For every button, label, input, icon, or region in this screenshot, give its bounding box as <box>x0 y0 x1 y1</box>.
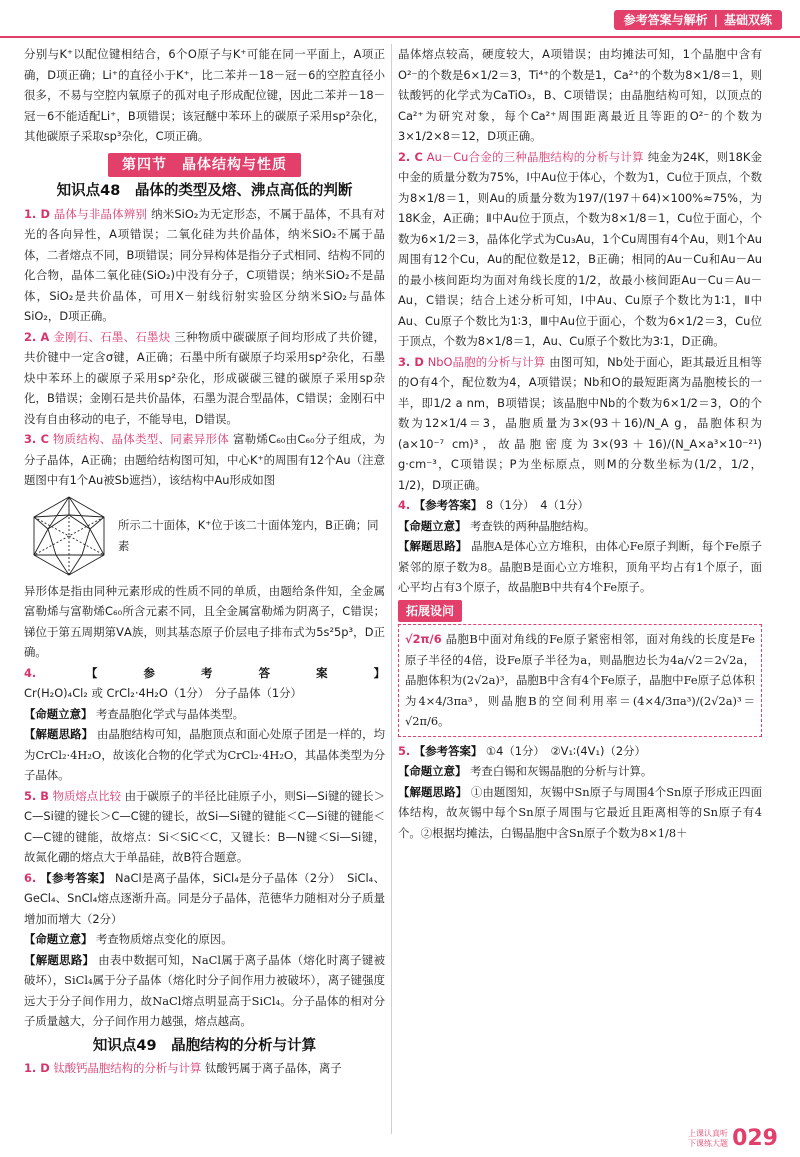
q6-intent-label: 【命题立意】 <box>24 932 93 946</box>
r4-answer: 8（1分） 4（1分） <box>485 498 589 512</box>
q6-answer-line <box>24 868 385 930</box>
q6-answer: NaCl是离子晶体，SiCl₄是分子晶体（2分） SiCl₄、GeCl₄、SnCl₄熔点逐渐升高。同是分子晶体，范德华力随相对分子质量增加而增大（2分） <box>24 870 385 926</box>
r5-number: 5. <box>398 743 411 758</box>
r2-block <box>398 147 762 352</box>
q6-intent: 考查物质熔点变化的原因。 <box>95 932 233 946</box>
extension-content <box>405 629 755 732</box>
header-rule <box>0 36 800 38</box>
header-separator: | <box>713 12 718 27</box>
q4-thought: 由晶胞结构可知，晶胞顶点和面心处原子团是一样的，均为CrCl₂·4H₂O，故该化合物的化学式为CrCl₂·4H₂O，其晶体类型为分子晶体。 <box>24 727 385 782</box>
r3-text: 由图可知，Nb处于面心，距其最近且相等的O有4个，配位数为4，A项错误；Nb和O的最短距离为晶胞棱长的一半，即1/2 a nm，B项错误；该晶胞中Nb的个数为6×1/2＝3，O的个数为12×1/4＝3，晶胞质量为3×(93＋16)/N_A g，晶胞体积为(a×10⁻⁷ cm)³，故晶胞密度为3×(93＋16)/(N_A×a³×10⁻²¹) g·cm⁻³，C项错误；P为坐标原点，则M的分数坐标为(1/2，1/2，1/2)，D项正确。 <box>398 354 762 492</box>
r5-answer-line <box>398 741 762 762</box>
q4-intent: 考查晶胞化学式与晶体类型。 <box>95 706 245 721</box>
r2-answer: 2. C <box>398 149 423 164</box>
footer-slogan-line1: 上课认真听 <box>688 1128 729 1138</box>
q1-answer: 1. D <box>24 206 50 221</box>
q2-text: 三种物质中碳碳原子间均形成了共价键，共价键中一定含σ键，A正确；石墨中所有碳原子均采用sp²杂化，石墨炔中苯环上的碳原子采用sp²杂化，形成碳碳三键的碳原子采用sp杂化，B错误；金刚石是共价晶体，石墨为混合型晶体，C错误；金刚石中没有自由移动的电子，不能导电，D错误。 <box>24 329 385 426</box>
r5-thought-line <box>398 782 762 844</box>
r2-text: 纯金为24K，则18K金中金的质量分数为75%，Ⅰ中Au位于体心，个数为1，Cu位于顶点，个数为8×1/8＝1，则Au的质量分数为197/(197＋64)×100%≈75%，为18K金，A正确；Ⅱ中Au位于顶点，个数为8×1/8＝1，Cu位于面心，个数为6×1/2＝3，晶体化学式为Cu₃Au，1个Cu周围有4个Au，则1个Au周围有12个Cu，Au的配位数是12，B正确；相同的Au－Cu和Au－Au的最小核间距均为面对角线长度的1/2，故最小核间距Au－Cu＝Au－Au，C错误；结合上述分析可知，Ⅰ中Au、Cu原子个数比为1∶1，Ⅱ中Au、Cu原子个数比为1∶3，Ⅲ中Au位于面心，个数为6×1/2＝3，Cu位于顶点，个数为8×1/8＝1，Au、Cu原子个数比为3∶1，D正确。 <box>398 149 762 348</box>
r1-text: 钛酸钙属于离子晶体，离子 <box>205 1061 342 1075</box>
r4-intent: 考查铁的两种晶胞结构。 <box>469 518 596 533</box>
r4-intent-line <box>398 516 762 537</box>
column-divider <box>391 44 392 1134</box>
r5-intent-line <box>398 761 762 782</box>
r5-answer: ①4（1分） ②V₁∶(4V₁)（2分） <box>485 743 646 758</box>
q1-block <box>24 204 385 327</box>
intro-paragraph: 分别与K⁺以配位键相结合，6个O原子与K⁺可能在同一平面上，A项正确，D项正确；Li⁺的直径小于K⁺，比二苯并－18－冠－6的空腔直径小很多，不易与空腔内氧原子的孤对电子形成配位键，因此二苯并－18－冠－6不能适配Li⁺，B项错误；该冠醚中苯环上的碳原子采用sp²杂化，其他碳原子采取sp³杂化，C项正确。 <box>24 47 385 143</box>
q6-thought: 由表中数据可知，NaCl属于离子晶体（熔化时离子键被破坏），SiCl₄属于分子晶体（熔化时分子间作用力被破坏），离子键强度远大于分子间作用力，故NaCl熔点明显高于SiCl₄。分子晶体的相对分子质量越大，分子间作用力越强，熔点越高。 <box>24 952 385 1028</box>
q4-intent-label: 【命题立意】 <box>24 706 93 721</box>
q4-answer-label: 【参考答案】 <box>86 665 385 680</box>
q6-thought-line <box>24 950 385 1032</box>
icosahedron-figure-row <box>24 493 385 579</box>
extension-body <box>398 624 762 737</box>
q3-block <box>24 429 385 491</box>
r4-thought: 晶胞A是体心立方堆积，由体心Fe原子判断，每个Fe原子紧邻的原子数为8。晶胞B是面心立方堆积，顶角平均占有1个原子，面心平均占有3个原子，故晶胞B中共有4个Fe原子。 <box>398 539 762 594</box>
r1-block <box>24 1058 385 1079</box>
r5-thought: ①由题图知，灰锡中Sn原子与周围4个Sn原子形成正四面体结构，故灰锡中每个Sn原子周围与它最近且距离相等的Sn原子有4个。②根据均摊法，白锡晶胞中含Sn原子个数为8×1/8＋ <box>398 784 762 840</box>
header-left-label: 参考答案与解析 <box>623 12 708 27</box>
q3-text-b: 异形体是指由同种元素形成的性质不同的单质，由题给条件知，全金属富勒烯与富勒烯C₆₀所含元素不同，且全金属富勒烯为阴离子，C错误；锑位于第五周期第ⅤA族，则其基态原子价层电子排布式为5s²5p³，D正确。 <box>24 583 385 659</box>
q4-number: 4. <box>24 665 37 680</box>
q1-text: 纳米SiO₂为无定形态，不属于晶体，不具有对光的各向异性，A项错误；二氧化硅为共价晶体，纳米SiO₂不属于晶体，二者熔点不同，B项错误；同分异构体是指分子式相同、结构不同的化合物，晶体二氧化硅(SiO₂)中没有分子，C项错误；纳米SiO₂不是晶体，SiO₂是共价晶体，可用X－射线衍射实验区分纳米SiO₂与晶体SiO₂，D项正确。 <box>24 206 385 323</box>
r5-answer-label: 【参考答案】 <box>413 743 483 758</box>
q2-block <box>24 327 385 430</box>
q3-answer: 3. C <box>24 432 49 446</box>
icosahedron-figure <box>24 493 114 579</box>
q5-topic: 物质熔点比较 <box>52 788 122 803</box>
page-footer <box>688 1125 778 1151</box>
q2-topic: 金刚石、石墨、石墨炔 <box>53 329 171 344</box>
r3-topic: NbO晶胞的分析与计算 <box>427 354 546 369</box>
section-title: 第四节 晶体结构与性质 <box>108 153 301 178</box>
section-banner <box>24 153 385 178</box>
r4-number: 4. <box>398 498 411 512</box>
q3-topic: 物质结构、晶体类型、同素异形体 <box>52 432 230 446</box>
left-column <box>24 44 385 1134</box>
right-column <box>398 44 762 1134</box>
q5-block <box>24 786 385 868</box>
r5-intent-label: 【命题立意】 <box>398 764 467 778</box>
r3-block <box>398 352 762 496</box>
q4-intent-line <box>24 704 385 725</box>
r5-intent: 考查白锡和灰锡晶胞的分析与计算。 <box>469 764 653 778</box>
q1-topic: 晶体与非晶体辨别 <box>53 206 148 221</box>
r4-thought-line <box>398 536 762 598</box>
kp48-title: 知识点48 晶体的类型及熔、沸点高低的判断 <box>56 183 353 199</box>
page-number: 029 <box>732 1125 778 1151</box>
r4-answer-label: 【参考答案】 <box>413 498 483 512</box>
q6-answer-label: 【参考答案】 <box>40 870 111 885</box>
kp49-title: 知识点49 晶胞结构的分析与计算 <box>92 1037 317 1054</box>
r4-thought-label: 【解题思路】 <box>398 539 468 553</box>
footer-slogan <box>688 1129 728 1149</box>
r4-answer-line <box>398 495 762 516</box>
q2-answer: 2. A <box>24 329 50 344</box>
page-header <box>0 0 800 40</box>
q3-text-a: 富勒烯C₆₀由C₆₀分子组成，为分子晶体，A正确；由题给结构图可知，中心K⁺的周围有12个Au（注意题图中有1个Au被Sb遮挡），该结构中Au形成如图 <box>24 432 385 487</box>
r3-answer: 3. D <box>398 354 424 369</box>
header-tag <box>614 10 782 30</box>
extension-text: 晶胞B中面对角线的Fe原子紧密相邻，面对角线的长度是Fe原子半径的4倍，设Fe原子半径为a，则晶胞边长为4a/√2＝2√2a，晶胞体积为(2√2a)³，晶胞B中含有4个Fe原子，晶胞中Fe原子总体积为4×4/3πa³，则晶胞B的空间利用率＝(4×4/3πa³)/(2√2a)³＝√2π/6。 <box>405 632 755 728</box>
q6-number: 6. <box>24 870 37 885</box>
q3-figure-caption: 所示二十面体，K⁺位于该二十面体笼内，B正确；同素 <box>118 518 379 553</box>
q4-thought-label: 【解题思路】 <box>24 727 94 741</box>
r1-topic: 钛酸钙晶胞结构的分析与计算 <box>53 1061 202 1075</box>
q5-answer: 5. B <box>24 788 49 803</box>
q4-thought-line <box>24 724 385 786</box>
q6-intent-line <box>24 929 385 950</box>
r5-thought-label: 【解题思路】 <box>398 784 468 799</box>
q4-answer-line <box>24 663 385 704</box>
footer-slogan-line2: 下课练大题 <box>688 1138 729 1148</box>
r4-intent-label: 【命题立意】 <box>398 518 467 533</box>
q4-answer: Cr(H₂O)₄Cl₂ 或 CrCl₂·4H₂O（1分） 分子晶体（1分） <box>24 686 302 700</box>
extension-answer: √2π/6 <box>405 632 442 646</box>
q6-thought-label: 【解题思路】 <box>24 952 95 967</box>
r1-answer: 1. D <box>24 1061 50 1075</box>
header-right-label: 基础双练 <box>723 12 772 27</box>
r1-continued: 晶体熔点较高，硬度较大，A项错误；由均摊法可知，1个晶胞中含有O²⁻的个数是6×1/2＝3，Ti⁴⁺的个数是1，Ca²⁺的个数为8×1/8＝1，则钛酸钙的化学式为CaTiO₃，B、C项错误；由晶胞结构可知，以顶点的Ca²⁺为研究对象，每个Ca²⁺周围距离最近且等距的O²⁻的个数为3×1/2×8＝12，D项正确。 <box>398 47 762 143</box>
q5-text: 由于碳原子的半径比硅原子小，则Si—Si键的键长＞C—Si键的键长＞C—C键的键长，故Si—Si键的键能＜C—Si键的键能＜C—C键的键能，故熔点：Si＜SiC＜C，又键长：B—N键＜Si—Si键，故氮化硼的熔点大于单晶硅，故B符合题意。 <box>24 788 385 864</box>
extension-label: 拓展设问 <box>398 600 462 623</box>
r2-topic: Au－Cu合金的三种晶胞结构的分析与计算 <box>426 149 644 164</box>
